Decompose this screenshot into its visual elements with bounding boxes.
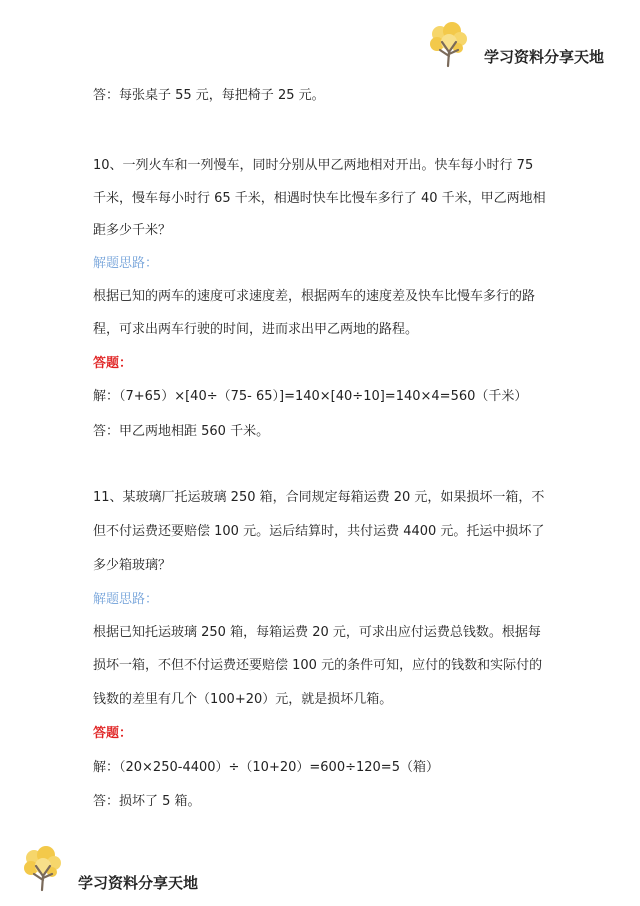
q10-line-2: 千米，慢车每小时行 65 千米，相遇时快车比慢车多行了 40 千米，甲乙两地相 <box>93 191 546 206</box>
footer-brand: 学习资料分享天地 <box>78 874 199 892</box>
q10-answer: 答：甲乙两地相距 560 千米。 <box>93 424 270 439</box>
q11-answer-label: 答题： <box>93 726 133 741</box>
q11-line-2: 但不付运费还要赔偿 100 元。运后结算时，共付运费 4400 元。托运中损坏了 <box>93 524 545 539</box>
tree-logo-icon <box>428 22 470 68</box>
q10-line-1: 10、一列火车和一列慢车，同时分别从甲乙两地相对开出。快车每小时行 75 <box>93 158 534 173</box>
header-brand: 学习资料分享天地 <box>484 48 605 66</box>
tree-logo-icon <box>22 846 64 892</box>
q11-hint-2: 损坏一箱，不但不付运费还要赔偿 100 元的条件可知，应付的钱数和实际付的 <box>93 658 543 673</box>
q11-answer: 答：损坏了 5 箱。 <box>93 794 201 809</box>
q10-solution: 解：（7+65）×[40÷（75- 65）]=140×[40÷10]=140×4=560（千米） <box>93 389 528 404</box>
q10-hint-1: 根据已知的两车的速度可求速度差，根据两车的速度差及快车比慢车多行的路 <box>93 289 536 304</box>
q11-solution: 解：（20×250-4400）÷（10+20）=600÷120=5（箱） <box>93 760 439 775</box>
q10-line-3: 距多少千米？ <box>93 223 172 238</box>
q11-line-1: 11、某玻璃厂托运玻璃 250 箱，合同规定每箱运费 20 元，如果损坏一箱，不 <box>93 490 545 505</box>
q10-answer-label: 答题： <box>93 356 133 371</box>
q11-hint-3: 钱数的差里有几个（100+20）元，就是损坏几箱。 <box>93 692 393 707</box>
q10-hint-label: 解题思路： <box>93 256 159 271</box>
prev-answer: 答：每张桌子 55 元，每把椅子 25 元。 <box>93 88 325 103</box>
q10-hint-2: 程，可求出两车行驶的时间，进而求出甲乙两地的路程。 <box>93 322 419 337</box>
q11-line-3: 多少箱玻璃？ <box>93 558 172 573</box>
q11-hint-1: 根据已知托运玻璃 250 箱，每箱运费 20 元，可求出应付运费总钱数。根据每 <box>93 625 541 640</box>
q11-hint-label: 解题思路： <box>93 592 159 607</box>
